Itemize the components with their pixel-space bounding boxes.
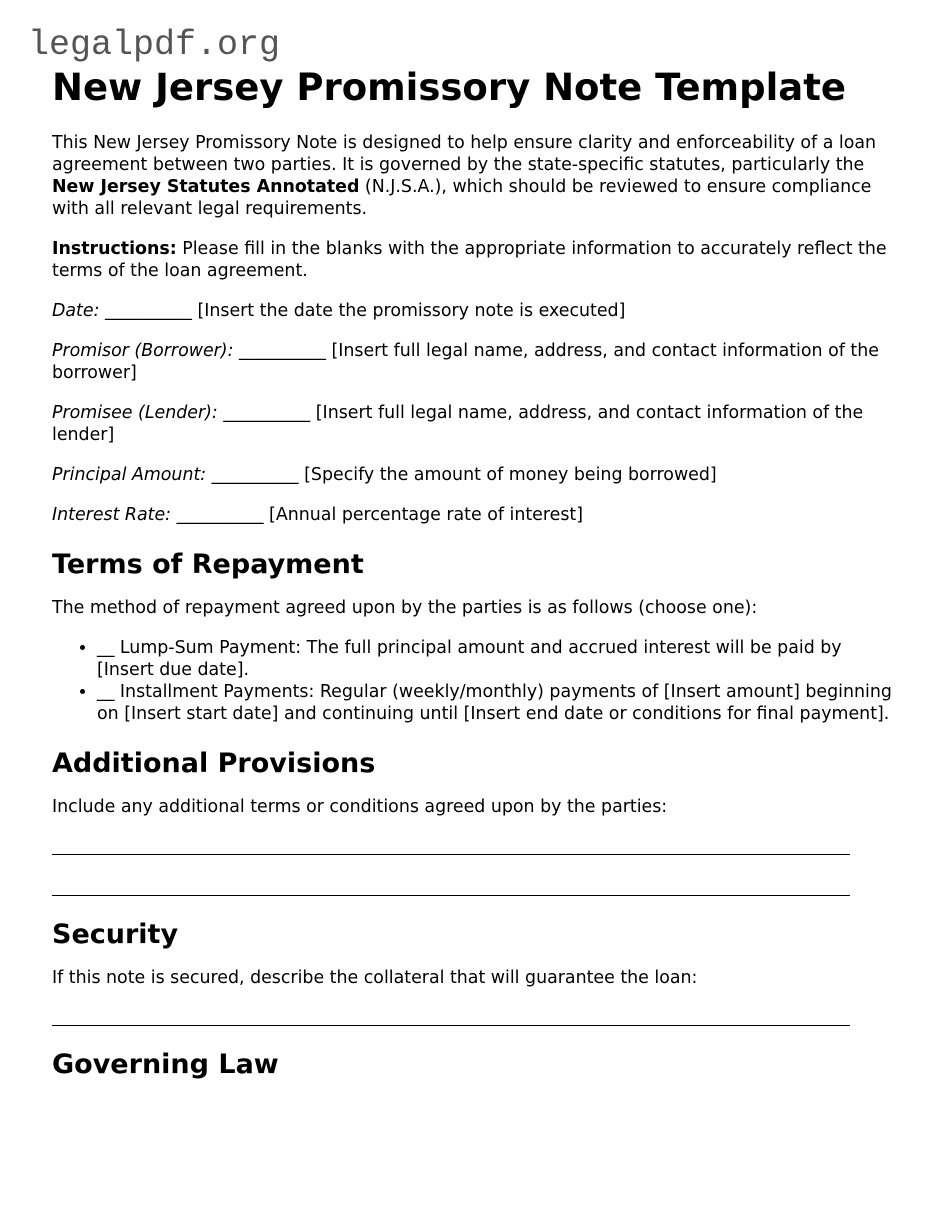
field-principal-label: Principal Amount: [52,465,207,485]
intro-text-before: This New Jersey Promissory Note is designed to help ensure clarity and enforceability of a loan agreement between two parties. It is governed by the state-specific statutes, particularly the [52,133,877,175]
additional-provisions-blank-line-1 [52,854,850,855]
field-promisee-label: Promisee (Lender): [52,403,218,423]
repayment-intro: The method of repayment agreed upon by the parties is as follows (choose one): [52,598,758,618]
field-promisor-text: __________ [Insert full legal name, address, and contact information of the borrower] [52,341,879,383]
field-principal-text: __________ [Specify the amount of money being borrowed] [206,465,717,485]
field-promisee [52,402,892,446]
field-date [52,300,892,322]
additional-provisions-heading: Additional Provisions [52,748,376,779]
field-date-text: __________ [Insert the date the promissory note is executed] [99,301,626,321]
additional-provisions-intro: Include any additional terms or conditions agreed upon by the parties: [52,797,668,817]
instructions-paragraph [52,238,892,282]
repayment-heading: Terms of Repayment [52,549,364,580]
security-blank-line [52,1025,850,1026]
field-interest-label: Interest Rate: [52,505,172,525]
field-date-label: Date: [52,301,100,321]
field-promisor-label: Promisor (Borrower): [52,341,234,361]
governing-law-heading: Governing Law [52,1049,279,1080]
page-title: New Jersey Promissory Note Template [52,66,847,109]
field-interest [52,504,892,526]
instructions-text: Please fill in the blanks with the appropriate information to accurately reflect the terms of the loan agreement. [52,239,887,281]
repayment-option-lump-sum: • __ Lump-Sum Payment: The full principal amount and accrued interest will be paid by [Insert due date]. [97,637,892,681]
field-promisee-text: __________ [Insert full legal name, address, and contact information of the lender] [52,403,864,445]
field-interest-text: __________ [Annual percentage rate of interest] [171,505,583,525]
security-heading: Security [52,919,179,950]
security-intro: If this note is secured, describe the collateral that will guarantee the loan: [52,968,698,988]
watermark: legalpdf.org [28,25,281,65]
field-promisor [52,340,892,384]
document-body [52,66,892,1097]
instructions-label: Instructions: [52,239,177,259]
intro-text-after: (N.J.S.A.), which should be reviewed to ensure compliance with all relevant legal requirements. [52,177,872,219]
intro-statute-name: New Jersey Statutes Annotated [52,177,360,197]
additional-provisions-blank-line-2 [52,895,850,896]
intro-paragraph [52,132,892,220]
repayment-options-list [52,637,892,725]
repayment-option-installment: • __ Installment Payments: Regular (weekly/monthly) payments of [Insert amount] beginning on [Insert start date] and continuing until [Insert end date or conditions for final payment]. [97,681,892,725]
field-principal [52,464,892,486]
